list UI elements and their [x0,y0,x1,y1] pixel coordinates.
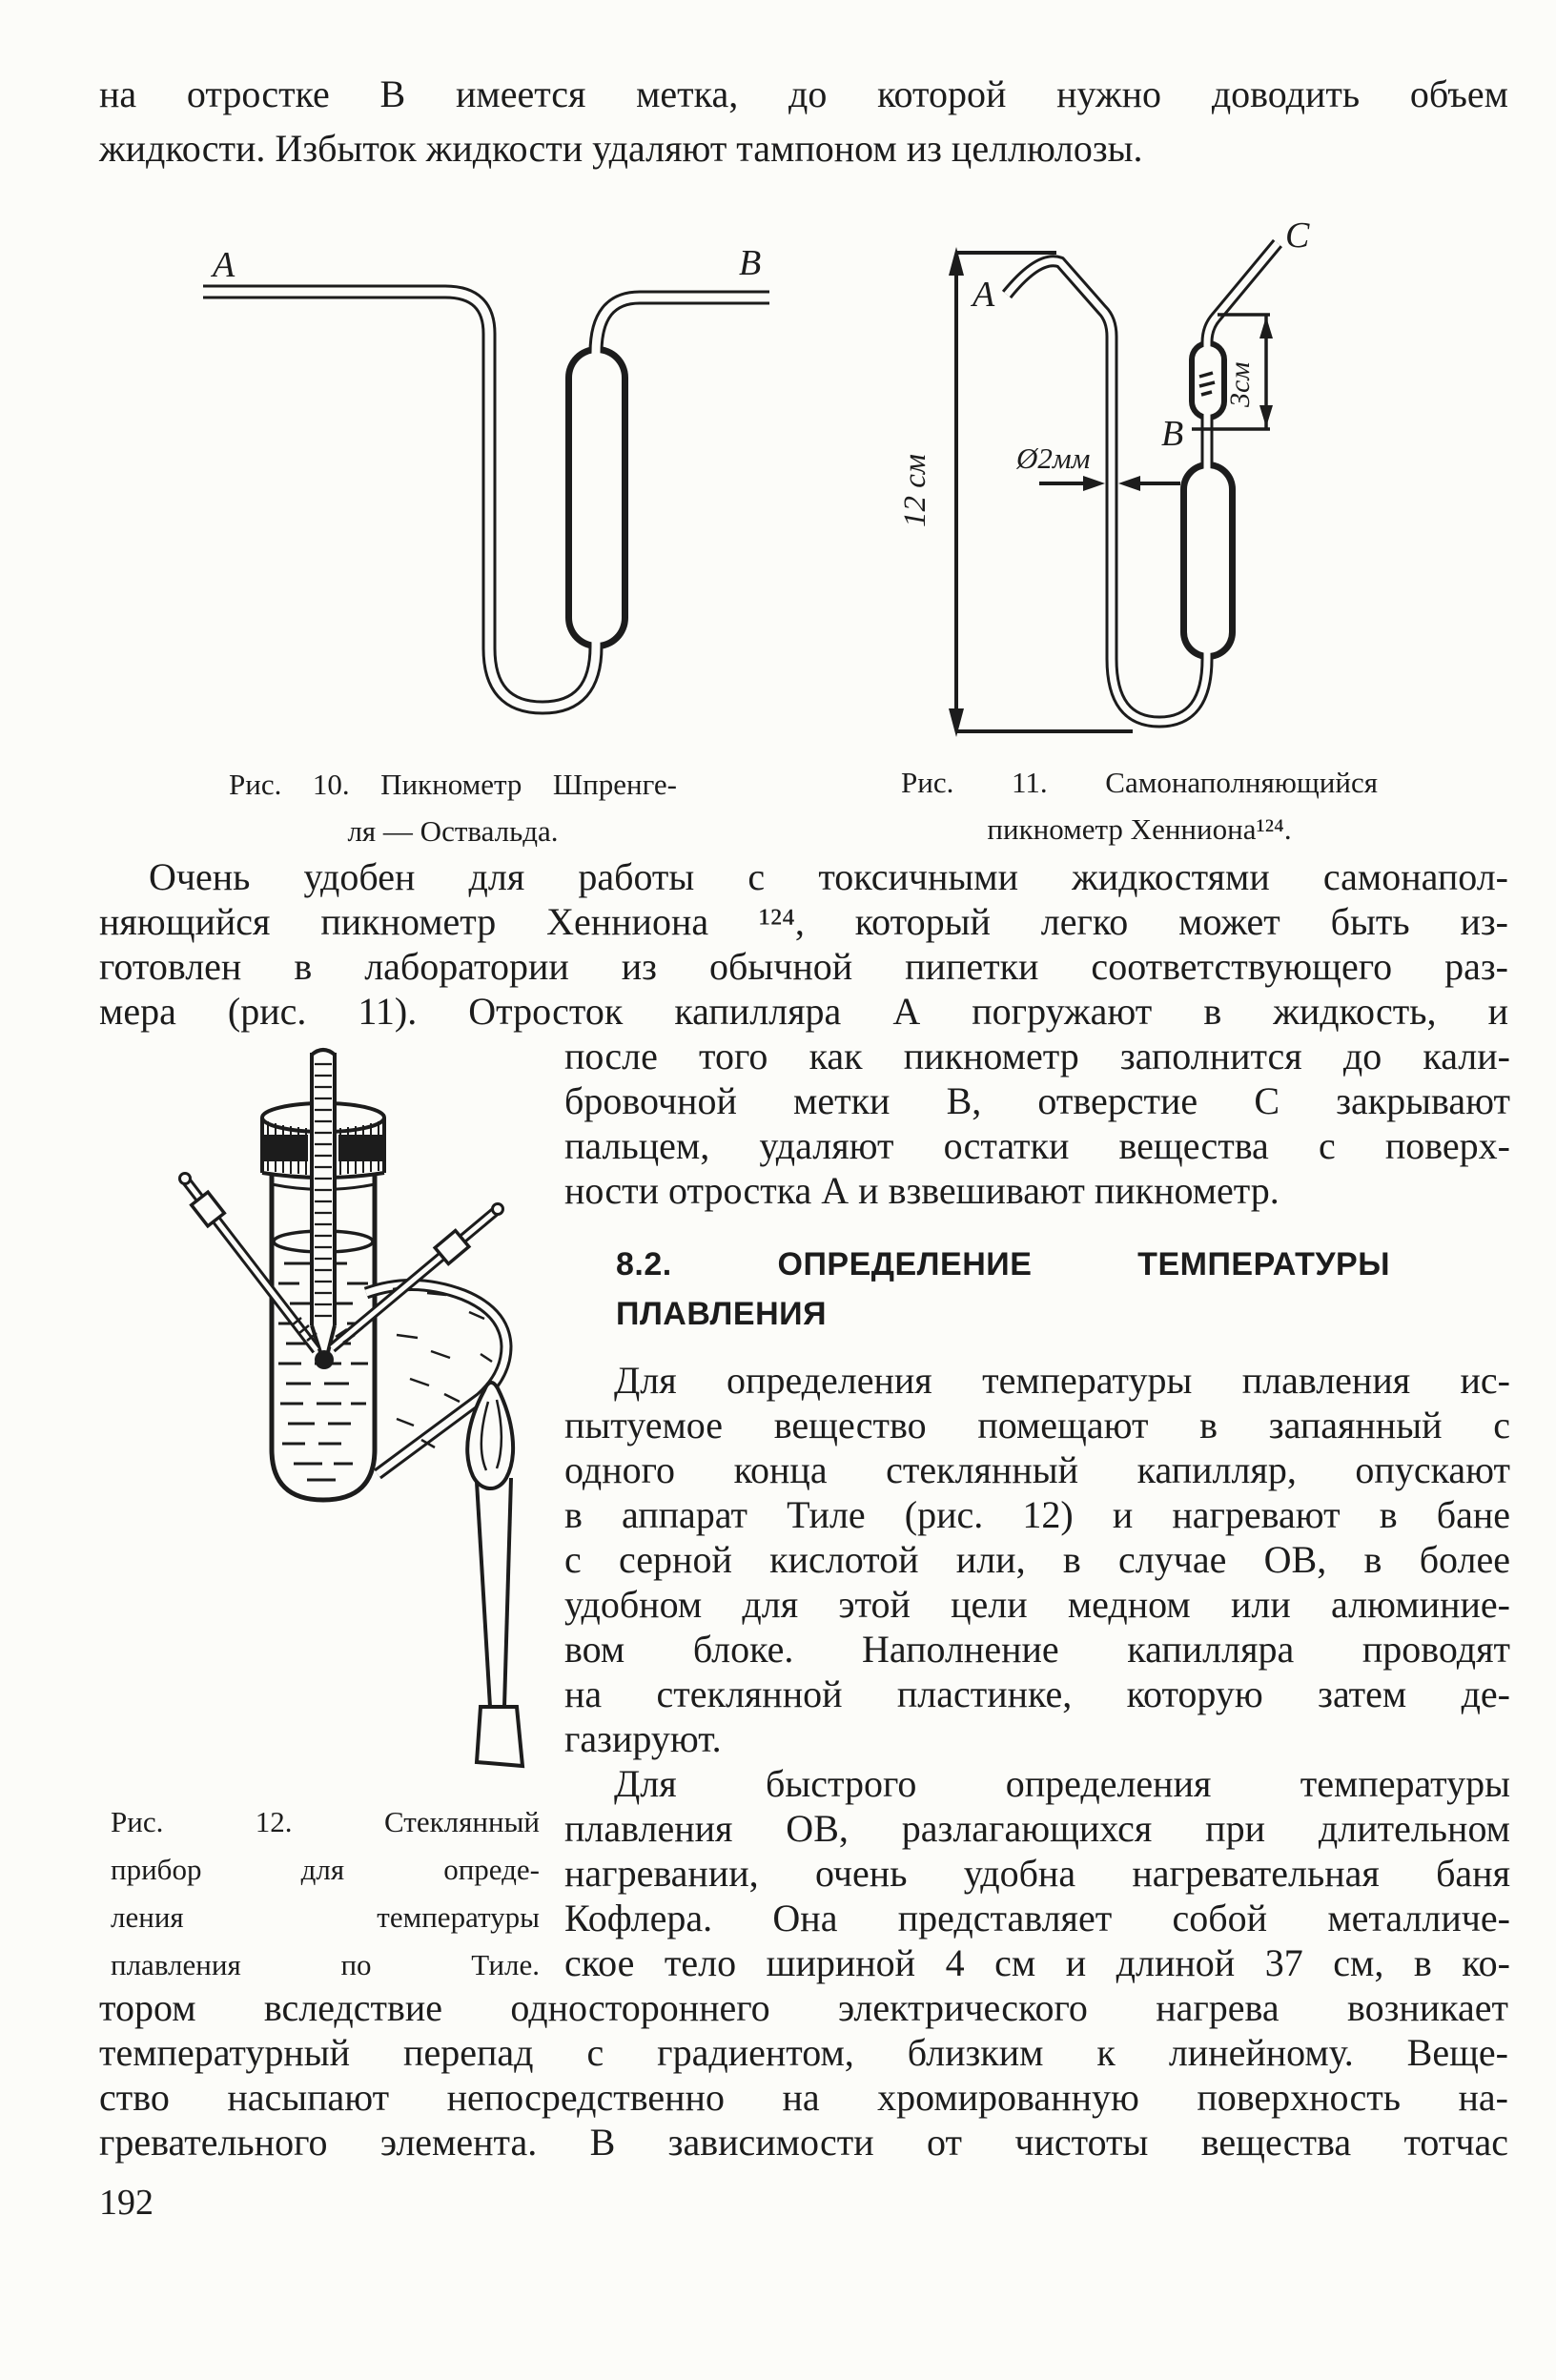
capillary-left [180,1174,317,1351]
fig12-caption [111,1798,540,1989]
text-line: Для быстрого определения температуры [614,1762,1510,1805]
text-line: одного конца стеклянный капилляр, опускают [564,1448,1510,1491]
dim-height-label: 12 см [898,454,932,527]
text-line: удобном для этой цели медном или алюминие- [564,1583,1510,1626]
thiele-paragraph [564,1358,1510,1761]
text-line: тором вследствие одностороннего электрического нагрева возникает [99,1986,1508,2029]
text-line: вом блоке. Наполнение капилляра проводят [564,1628,1510,1671]
fig11-caption [901,759,1378,852]
thermometer [312,1049,335,1354]
heading-line: 8.2. ОПРЕДЕЛЕНИЕ ТЕМПЕРАТУРЫ [616,1246,1390,1282]
text-line: пытуемое вещество помещают в запаянный с [564,1404,1510,1446]
label-b: В [739,243,762,283]
hennion-pycnometer-figure [896,195,1444,753]
text-line: плавления ОВ, разлагающихся при длительном [564,1807,1510,1850]
bracket-arrow-up [1259,317,1273,339]
text-line: ности отростка А и взвешивают пикнометр. [564,1169,1280,1212]
dim-neck-label: 3см [1224,361,1256,407]
text-line: готовлен в лаборатории из обычной пипетки соответствующего раз- [99,945,1508,988]
kofler-paragraph [564,1761,1510,1985]
text-line: ское тело шириной 4 см и длиной 37 см, в ко- [564,1941,1510,1984]
text-line: пальцем, удаляют остатки вещества с поверх- [564,1124,1510,1167]
caption-line: Рис. 10. Пикнометр Шпренге- [229,768,677,801]
torch-handle [477,1478,522,1766]
text-line: Для определения температуры плавления ис- [614,1359,1510,1402]
text-line: ство насыпают непосредственно на хромированную поверхность на- [99,2076,1508,2119]
page-number: 192 [99,2183,154,2223]
text-line: температурный перепад с градиентом, близким к линейному. Веще- [99,2031,1508,2074]
thermometer-bulb [315,1350,334,1369]
caption-line: Рис. 11. Самонаполняющийся [901,766,1378,799]
thiele-apparatus-figure [95,1039,591,1802]
text-line: с серной кислотой или, в случае ОВ, в более [564,1538,1510,1581]
continuation-paragraph [564,1034,1510,1213]
label-b: В [1161,414,1184,454]
text-line: на отростке В имеется метка, до которой нужно доводить объем [99,72,1508,115]
section-heading [616,1240,1390,1339]
text-line: жидкости. Избыток жидкости удаляют тампоном из целлюлозы. [99,127,1143,170]
capillary-right [332,1204,503,1349]
utube-bore [203,292,769,708]
bottom-paragraph [99,1985,1508,2165]
sprengel-pycnometer-figure [186,217,787,751]
hennion-paragraph [99,854,1508,1034]
label-a: А [972,275,995,315]
text-line: после того как пикнометр заполнится до кали- [564,1035,1510,1077]
text-line: бровочной метки В, отверстие С закрывают [564,1079,1510,1122]
caption-line: ления температуры [111,1900,540,1934]
dia-arrowhead-left [1118,476,1140,491]
text-line: нагревании, очень удобна нагревательная баня [564,1852,1510,1895]
text-line: в аппарат Тиле (рис. 12) и нагревают в бане [564,1493,1510,1536]
text-line: гревательного элемента. В зависимости от чистоты вещества тотчас [99,2121,1508,2164]
label-a: А [213,245,235,285]
text-line: Кофлера. Она представляет собой металличе- [564,1897,1510,1939]
text-line: няющийся пикнометр Хенниона ¹²⁴, который легко может быть из- [99,900,1508,943]
text-line: газируют. [564,1717,722,1760]
label-c: С [1285,215,1310,256]
caption-line: прибор для опреде- [111,1853,540,1886]
dia-arrowhead-right [1083,476,1105,491]
caption-line: пикнометр Хенниона¹²⁴. [987,812,1292,846]
text-line: мера (рис. 11). Отросток капилляра А погружают в жидкость, и [99,990,1508,1033]
text-line: на стеклянной пластинке, которую затем де- [564,1672,1510,1715]
caption-line: плавления по Тиле. [111,1948,540,1981]
intro-paragraph [99,67,1508,175]
heading-line: ПЛАВЛЕНИЯ [616,1296,828,1332]
dim-diameter-label: Ø2мм [1016,441,1091,475]
text-line: Очень удобен для работы с токсичными жидкостями самонапол- [149,855,1508,898]
caption-line: Рис. 12. Стеклянный [111,1805,540,1838]
right-column [564,1034,1510,1985]
bracket-arrow-down [1259,405,1273,427]
caption-line: ля — Оствальда. [347,814,559,848]
fig10-caption [229,761,677,854]
